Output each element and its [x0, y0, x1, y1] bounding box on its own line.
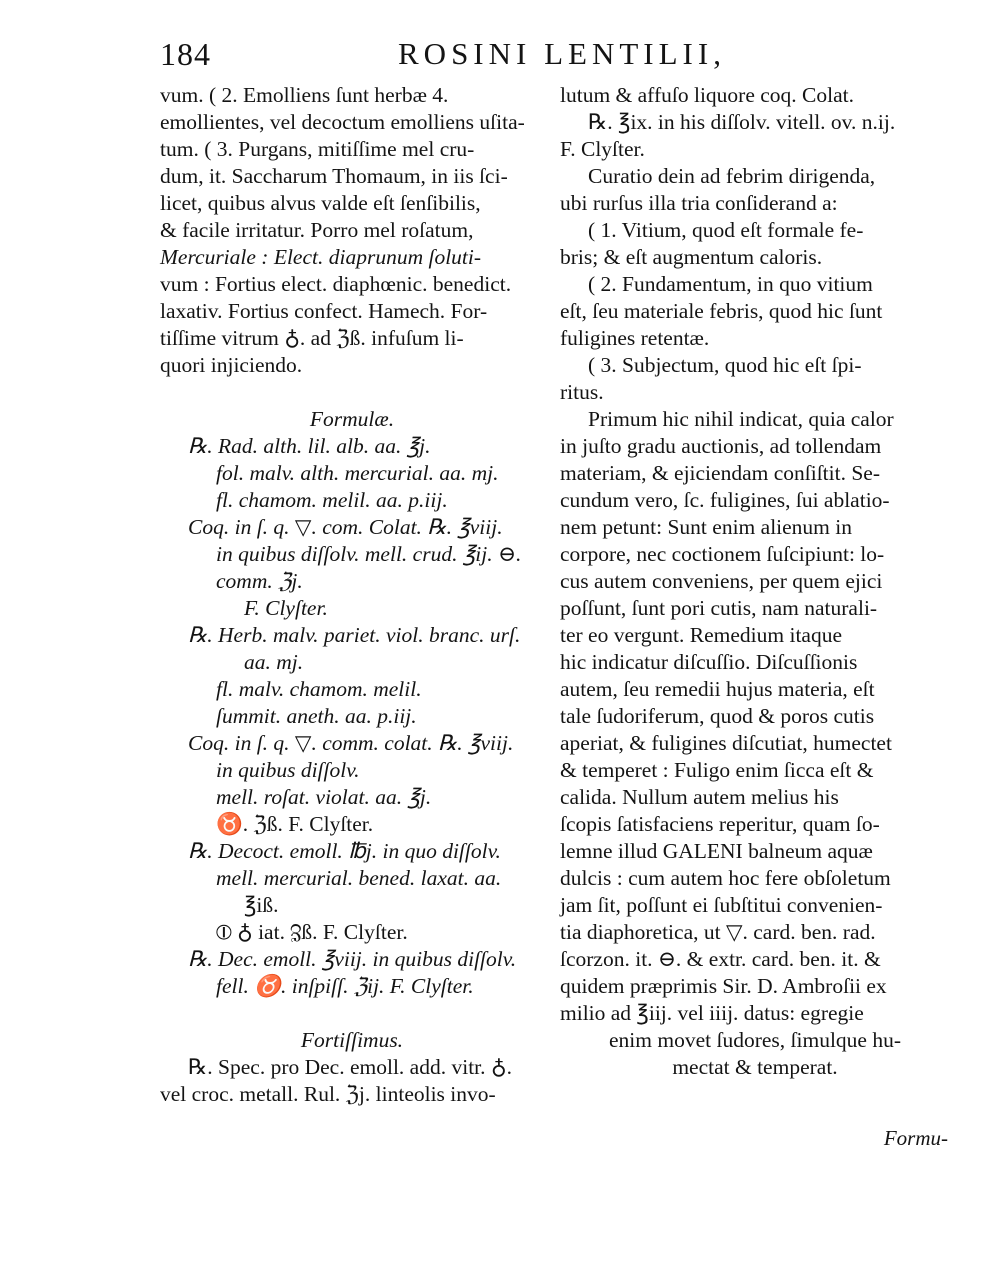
text-line: quori injiciendo.	[160, 353, 303, 377]
text-line: bris; & eſt augmentum caloris.	[560, 245, 823, 269]
left-column	[160, 82, 544, 1108]
catchword: Formu-	[883, 1126, 948, 1150]
text-line: ⦶ ♁ iat. ℨß. F. Clyſter.	[216, 920, 408, 944]
text-line: laxativ. Fortius confect. Hamech. For-	[160, 299, 488, 323]
text-line: in quibus diſſolv. mell. crud. ℥ij. ⊖.	[216, 542, 522, 566]
text-line: & facile irritatur. Porro mel roſatum,	[160, 218, 474, 242]
text-line: ℥iß.	[244, 893, 279, 917]
text-line: vum. ( 2. Emolliens ſunt herbæ 4.	[160, 83, 449, 107]
text-line: licet, quibus alvus valde eſt ſenſibilis,	[160, 191, 481, 215]
text-line: ℞. Herb. malv. pariet. viol. branc. urſ.	[188, 623, 521, 647]
text-line: ℞. Dec. emoll. ℥viij. in quibus diſſolv.	[188, 947, 517, 971]
text-line: enim movet ſudores, ſimulque hu-	[609, 1028, 901, 1052]
text-line	[160, 1000, 544, 1027]
text-line: materiam, & ejiciendam conſiſtit. Se-	[560, 461, 881, 485]
text-line: eſt, ſeu materiale febris, quod hic ſunt	[560, 299, 883, 323]
text-line: Mercuriale : Elect. diaprunum ſoluti-	[160, 245, 482, 269]
text-line: & temperet : Fuligo enim ſicca eſt &	[560, 758, 874, 782]
text-line: ℞. Rad. alth. lil. alb. aa. ℥j.	[188, 434, 431, 458]
text-line: ſcorzon. it. ⊖. & extr. card. ben. it. &	[560, 947, 881, 971]
page-number: 184	[160, 36, 211, 72]
text-line: corpore, nec coctionem ſuſcipiunt: lo-	[560, 542, 885, 566]
text-line: ſcopis ſatisfaciens reperitur, quam ſo-	[560, 812, 880, 836]
text-line: fuligines retentæ.	[560, 326, 710, 350]
text-line: Formulæ.	[309, 407, 395, 431]
text-line: milio ad ℥iij. vel iiij. datus: egregie	[560, 1001, 864, 1025]
text-line: fl. chamom. melil. aa. p.iij.	[216, 488, 448, 512]
text-line: hic indicatur diſcuſſio. Diſcuſſionis	[560, 650, 858, 674]
text-line: in quibus diſſolv.	[216, 758, 360, 782]
text-line: F. Clyſter.	[244, 596, 328, 620]
text-line: Coq. in ſ. q. ▽. comm. colat. ℞. ℥viij.	[188, 731, 514, 755]
text-line: mell. roſat. violat. aa. ℥j.	[216, 785, 432, 809]
text-line: tum. ( 3. Purgans, mitiſſime mel cru-	[160, 137, 475, 161]
text-line: tia diaphoretica, ut ▽. card. ben. rad.	[560, 920, 876, 944]
text-line: Coq. in ſ. q. ▽. com. Colat. ℞. ℥viij.	[188, 515, 503, 539]
text-line: quidem præprimis Sir. D. Ambroſii ex	[560, 974, 887, 998]
text-line: fl. malv. chamom. melil.	[216, 677, 422, 701]
text-line: ℞. Decoct. emoll. ℔j. in quo diſſolv.	[188, 839, 501, 863]
text-line: ſummit. aneth. aa. p.iij.	[216, 704, 417, 728]
text-line: vel croc. metall. Rul. ℨj. linteolis invo-	[160, 1082, 496, 1106]
text-line: aa. mj.	[244, 650, 304, 674]
text-line: ( 2. Fundamentum, in quo vitium	[588, 272, 873, 296]
right-column	[560, 82, 950, 1081]
text-line	[160, 379, 544, 406]
text-line: calida. Nullum autem melius his	[560, 785, 839, 809]
text-line: Curatio dein ad febrim dirigenda,	[588, 164, 876, 188]
text-line: dum, it. Saccharum Thomaum, in iis ſci-	[160, 164, 508, 188]
text-line: fell. ♉. inſpiſſ. ℨij. F. Clyſter.	[216, 974, 474, 998]
text-line: in juſto gradu auctionis, ad tollendam	[560, 434, 882, 458]
text-line: aperiat, & fuligines diſcutiat, humectet	[560, 731, 892, 755]
text-line: Fortiſſimus.	[300, 1028, 404, 1052]
text-line: ( 3. Subjectum, quod hic eſt ſpi-	[588, 353, 862, 377]
text-line: mell. mercurial. bened. laxat. aa.	[216, 866, 502, 890]
text-line: lemne illud GALENI balneum aquæ	[560, 839, 873, 863]
text-line: jam ſit, poſſunt ei ſubſtitui convenien-	[560, 893, 883, 917]
text-line: dulcis : cum autem hoc fere obſoletum	[560, 866, 891, 890]
text-line: ℞. ℥ix. in his diſſolv. vitell. ov. n.ij.	[588, 110, 896, 134]
text-line: tiſſime vitrum ♁. ad ℨß. infuſum li-	[160, 326, 464, 350]
text-line: comm. ℨj.	[216, 569, 303, 593]
text-line: ℞. Spec. pro Dec. emoll. add. vitr. ♁.	[188, 1055, 512, 1079]
text-line: nem petunt: Sunt enim alienum in	[560, 515, 853, 539]
text-line: ter eo vergunt. Remedium itaque	[560, 623, 843, 647]
text-line: ubi rurſus illa tria conſiderand a:	[560, 191, 838, 215]
running-head: ROSINI LENTILII,	[398, 36, 726, 71]
text-line: F. Clyſter.	[560, 137, 645, 161]
text-line: poſſunt, ſunt pori cutis, nam naturali-	[560, 596, 878, 620]
text-line: ritus.	[560, 380, 604, 404]
text-line: lutum & affuſo liquore coq. Colat.	[560, 83, 854, 107]
text-line: mectat & temperat.	[672, 1055, 838, 1079]
text-line: autem, ſeu remedii hujus materia, eſt	[560, 677, 875, 701]
text-line: fol. malv. alth. mercurial. aa. mj.	[216, 461, 499, 485]
text-line: emollientes, vel decoctum emolliens uſita-	[160, 110, 525, 134]
page-header	[160, 32, 940, 78]
text-line: cundum vero, ſc. fuligines, ſui ablatio-	[560, 488, 890, 512]
text-line: ( 1. Vitium, quod eſt formale fe-	[588, 218, 864, 242]
text-line: Primum hic nihil indicat, quia calor	[588, 407, 894, 431]
text-line: ♉. ℨß. F. Clyſter.	[216, 812, 374, 836]
text-line: vum : Fortius elect. diaphœnic. benedict.	[160, 272, 512, 296]
text-line: cus autem conveniens, per quem ejici	[560, 569, 883, 593]
text-line: tale ſudoriferum, quod & poros cutis	[560, 704, 875, 728]
